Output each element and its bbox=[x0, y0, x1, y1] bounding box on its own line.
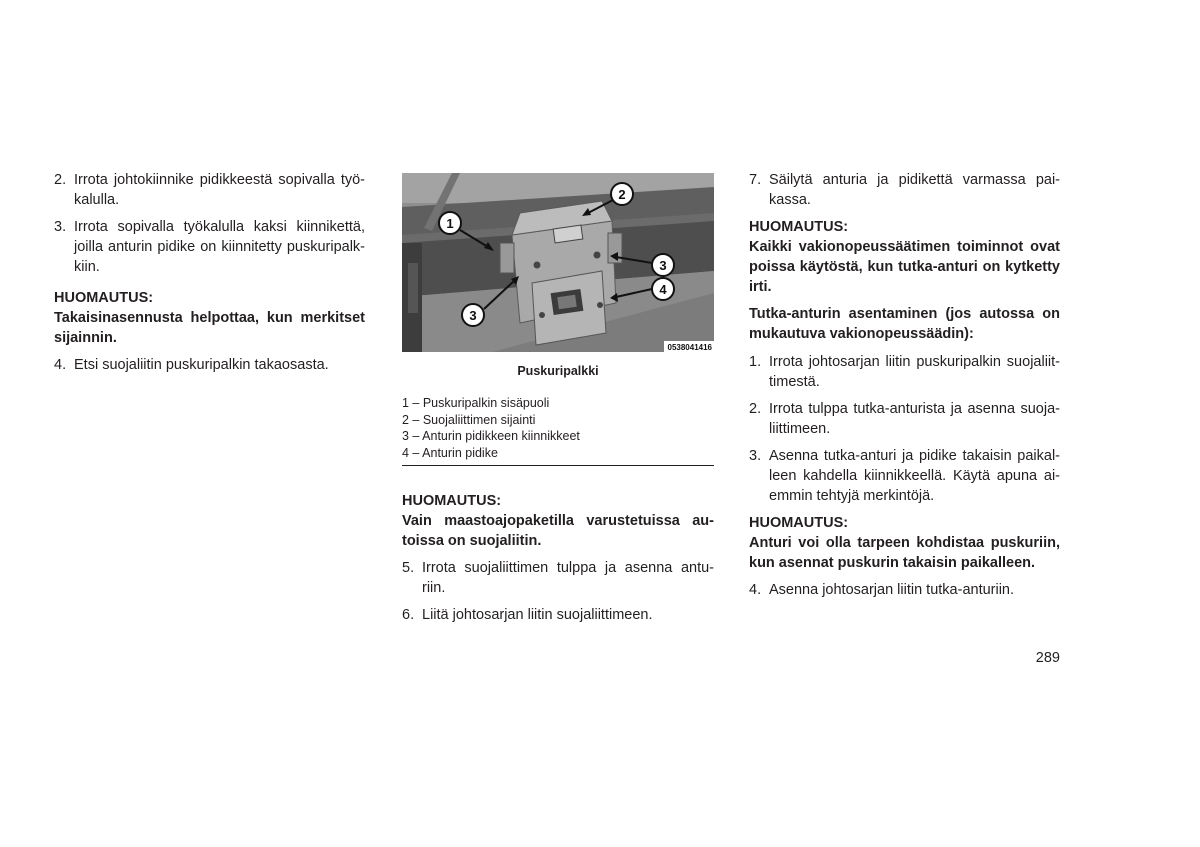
list-item-number: 7. bbox=[749, 172, 762, 188]
list-item-number: 4. bbox=[749, 582, 762, 598]
legend-item: 4 – Anturin pidike bbox=[402, 445, 498, 460]
list-item bbox=[54, 355, 365, 375]
list-item-number: 1. bbox=[749, 354, 762, 370]
image-code: 0538041416 bbox=[667, 343, 712, 352]
note-heading: HUOMAUTUS: bbox=[749, 219, 849, 235]
list-item-number: 2. bbox=[54, 172, 67, 188]
list-item bbox=[749, 352, 1060, 392]
list-item-text: Asenna johtosarjan liitin tutka-anturiin. bbox=[769, 582, 1015, 598]
list-item-number: 6. bbox=[402, 607, 415, 623]
list-item-text: Liitä johtosarjan liitin suojaliittimeen. bbox=[422, 607, 653, 623]
list-item bbox=[749, 580, 1060, 600]
column-left bbox=[54, 170, 365, 382]
note-body: Vain maastoajopaketilla varustetuissa au-toissa on suojaliitin. bbox=[402, 513, 714, 549]
svg-text:3: 3 bbox=[469, 308, 477, 323]
list-item-text: Säilytä anturia ja pidikettä varmassa pai-kassa. bbox=[769, 172, 1060, 208]
list-item-text: Irrota johtosarjan liitin puskuripalkin suojaliit-timestä. bbox=[769, 354, 1060, 390]
svg-text:3: 3 bbox=[659, 258, 667, 273]
figure-legend bbox=[402, 395, 714, 466]
callout-3 bbox=[652, 254, 674, 276]
list-item-text: Irrota johtokiinnike pidikkeestä sopivalla työ-kalulla. bbox=[74, 172, 365, 208]
list-item bbox=[54, 170, 365, 210]
note-body: Anturi voi olla tarpeen kohdistaa puskuriin, kun asennat puskurin takaisin paikalleen. bbox=[749, 535, 1060, 571]
legend-item: 1 – Puskuripalkin sisäpuoli bbox=[402, 396, 550, 410]
list-item-number: 5. bbox=[402, 560, 415, 576]
list-item bbox=[749, 399, 1060, 439]
legend-item: 2 – Suojaliittimen sijainti bbox=[402, 412, 536, 427]
legend-item: 3 – Anturin pidikkeen kiinnikkeet bbox=[402, 429, 580, 443]
svg-text:2: 2 bbox=[618, 187, 626, 202]
svg-text:1: 1 bbox=[446, 216, 454, 231]
note-heading: HUOMAUTUS: bbox=[402, 493, 502, 509]
list-item bbox=[54, 217, 365, 277]
callout-2 bbox=[611, 183, 633, 205]
list-item-text: Irrota sopivalla työkalulla kaksi kiinnikettä, joilla anturin pidike on kiinnitetty puskuripalk-kiin. bbox=[74, 219, 365, 275]
bumper-beam-illustration bbox=[402, 173, 714, 352]
callout-1 bbox=[439, 212, 461, 234]
bumper-beam-figure bbox=[402, 173, 714, 352]
column-middle bbox=[402, 170, 714, 632]
list-item bbox=[749, 446, 1060, 506]
list-item-text: Asenna tutka-anturi ja pidike takaisin paikal-leen kahdella kiinnikkeellä. Käytä apuna ai-emmin tehtyjä merkintöjä. bbox=[769, 448, 1060, 504]
list-item-text: Irrota tulppa tutka-anturista ja asenna suoja-liittimeen. bbox=[769, 401, 1060, 437]
list-item-text: Irrota suojaliittimen tulppa ja asenna antu-riin. bbox=[422, 560, 714, 596]
list-item bbox=[749, 170, 1060, 210]
note-heading: HUOMAUTUS: bbox=[54, 290, 154, 306]
list-item-number: 4. bbox=[54, 357, 67, 373]
list-item-number: 2. bbox=[749, 401, 762, 417]
list-item-text: Etsi suojaliitin puskuripalkin takaosasta. bbox=[74, 357, 329, 373]
note-heading: HUOMAUTUS: bbox=[749, 515, 849, 531]
note-body: Kaikki vakionopeussäätimen toiminnot ovat poissa käytöstä, kun tutka-anturi on kytketty irti. bbox=[749, 239, 1060, 295]
list-item-number: 3. bbox=[54, 219, 67, 235]
figure-caption: Puskuripalkki bbox=[517, 364, 599, 378]
list-item bbox=[402, 605, 714, 625]
callout-4 bbox=[652, 278, 674, 300]
list-item-number: 3. bbox=[749, 448, 762, 464]
svg-text:4: 4 bbox=[659, 282, 667, 297]
page-number: 289 bbox=[1035, 650, 1060, 666]
note-body: Takaisinasennusta helpottaa, kun merkitset sijainnin. bbox=[54, 310, 365, 346]
column-right bbox=[749, 170, 1060, 607]
section-subheading: Tutka-anturin asentaminen (jos autossa on mukautuva vakionopeussäädin): bbox=[749, 306, 1060, 342]
callout-3 bbox=[462, 304, 484, 326]
list-item bbox=[402, 558, 714, 598]
